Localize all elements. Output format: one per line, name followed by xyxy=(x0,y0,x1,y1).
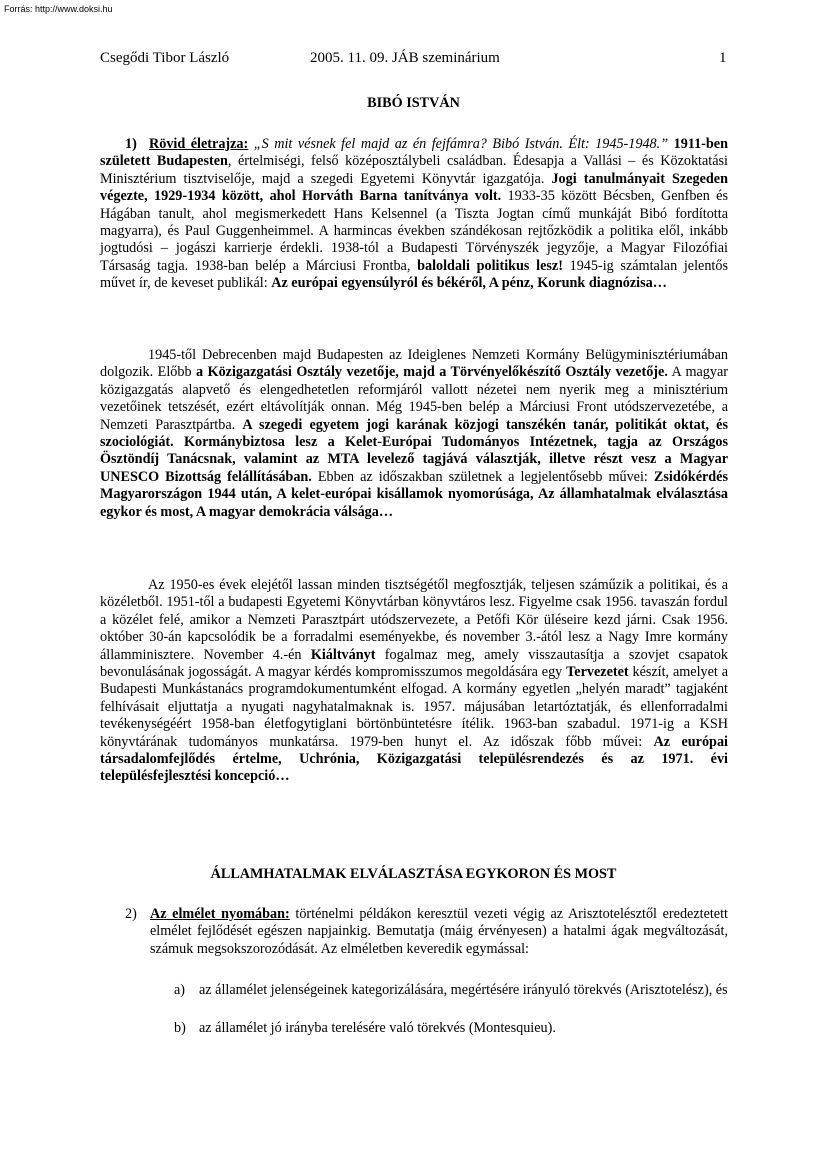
list-item-a xyxy=(174,982,728,999)
text-run: Jogi tanulmányait Szegeden végezte, 1929-1934 között, ahol Horváth Barna tanítványa volt. xyxy=(100,170,728,205)
section-1-p2-runs xyxy=(100,347,728,520)
text-run: Az európai egyensúlyról és békéről, A pénz, Korunk diagnózisa… xyxy=(271,275,667,292)
header-event: 2005. 11. 09. JÁB szeminárium xyxy=(310,50,500,66)
text-run: Az európai társadalomfejlődés értelme, Uchrónia, Közigazgatási településrendezés és az 1971. évi településfejlesztési koncepció… xyxy=(100,733,728,785)
header-page-number: 1 xyxy=(719,50,727,66)
text-run: Az 1950-es évek elejétől lassan minden tisztségétől megfosztják, teljesen száműzik a politikai, és a közéletből. 1951-től a budapesti Egyetemi Könyvtárban könyvtáros lesz. Figyelme csak 1956. tavaszán fordul a közélet felé, amikor a Nemzeti Parasztpárt utódszervezete, a Petőfi Kör üléseire kezd járni. Csak 1956. október 30-án kapcsolódik be a forradalmi eseményekbe, és november 3.-ától lesz a Nagy Imre kormány államminisztere. November 4.-én xyxy=(100,577,728,663)
list-item-a-label: a) xyxy=(174,982,186,998)
list-item-b-text: az államélet jó irányba terelésére való törekvés (Montesquieu). xyxy=(199,1020,556,1036)
section-2-text: történelmi példákon keresztül vezeti végig az Arisztotelésztől eredeztetett elmélet fejlődését egészen napjainkig. Bemutatja (máig érvényesen) a hatalmi ágak megváltozását, számuk megsokszorozódását. Az elméletben keveredik egymással: xyxy=(150,906,728,957)
text-run: készít, amelyet a Budapesti Munkástanács programdokumentumként elfogad. A kormány egyetlen „helyén maradt” tagjaként felhívásait eljuttatja a nyugati nagyhatalmaknak is. 1957. májusában letartóztatják, és ellenforradalmi tevékenységéért 1958-ban életfogytiglani börtönbüntetésre ítélik. 1963-ban szabadul. 1971-ig a KSH könyvtárának tudományos munkatársa. 1979-ben hunyt el. Az időszak főbb művei: xyxy=(100,664,728,750)
section-1-paragraph-1 xyxy=(100,136,728,293)
section-2-heading: Az elmélet nyomában: xyxy=(150,906,290,922)
section-2-number: 2) xyxy=(125,906,137,922)
section-1-p1-runs xyxy=(100,136,728,291)
list-item-b-label: b) xyxy=(174,1020,186,1036)
text-run: A magyar közigazgatás alapvető és elengedhetetlen reformjáról vallott nézetei nem nyerik meg a minisztérium vezetőinek tetszését, ezért eltávolítják onnan. Még 1945-ben belép a Márciusi Front utódszervezetébe, a Nemzeti Parasztpártba. xyxy=(100,364,728,433)
text-run: baloldali politikus lesz! xyxy=(417,257,563,274)
section-1-quote: „S mit vésnek fel majd az én fejfámra? Bibó István. Élt: 1945-1948.” xyxy=(253,136,669,152)
text-run: a Közigazgatási Osztály vezetője, majd a Törvényelőkészítő Osztály vezetője. xyxy=(196,364,668,381)
section-1-number: 1) xyxy=(125,136,137,152)
text-run: fogalmaz meg, amely visszautasítja a szovjet csapatok bevonulásának jogosságát. A magyar kérdés kompromisszumos megoldására egy xyxy=(100,646,729,681)
text-run: A szegedi egyetem jogi karának közjogi tanszékén tanár, politikát oktat, és szociológiát. Kormánybiztosa lesz a Kelet-Európai Tudományos Intézetnek, tagja az Országos Ösztöndíj Tanácsnak, valamint az MTA levelező tagjává választják, illetve részt vesz a Magyar UNESCO Bizottság felállításában. xyxy=(100,416,728,485)
text-run: 1911-ben született Budapesten xyxy=(100,136,728,170)
text-run: 1933-35 között Bécsben, Genfben és Hágában tanult, ahol megismerkedett Hans Kelsennel (a Tiszta Jogtan című munkáját Bibó fordította magyarra), és Paul Guggenheimmel. A harmincas években szándékosan rejtőzködik a politika elől, inkább jogtudósi – jogászi karrierje érdekli. 1938-tól a Budapesti Törvényszék jegyzője, a Magyar Filozófiai Társaság tagja. 1938-ban belép a Márciusi Frontba, xyxy=(100,188,728,274)
text-run: 1945-ig számtalan jelentős művet ír, de keveset publikál: xyxy=(100,257,728,292)
header-author: Csegődi Tibor László xyxy=(100,50,230,66)
text-run: Tervezetet xyxy=(566,664,629,681)
text-run: Kiáltványt xyxy=(310,646,376,663)
text-run: , értelmiségi, felső középosztálybeli családban. Édesapja a Vallási – és Közoktatási Minisztérium tisztviselője, majd a szegedi Egyetemi Könyvtár igazgatója. xyxy=(100,153,728,187)
list-item-b xyxy=(174,1020,728,1037)
section-2-title: ÁLLAMHATALMAK ELVÁLASZTÁSA EGYKORON ÉS MOST xyxy=(210,866,617,882)
section-1-paragraph-3 xyxy=(100,577,728,786)
text-run: Ebben az időszakban születnek a legjelentősebb művei: xyxy=(311,468,654,485)
section-1-heading: Rövid életrajza: xyxy=(149,136,249,152)
section-2-paragraph xyxy=(100,906,728,958)
list-item-a-text: az államélet jelenségeinek kategorizálására, megértésére irányuló törekvés (Arisztotelész), és xyxy=(199,982,728,998)
section-1-p3-runs xyxy=(100,577,728,784)
text-run: 1945-től Debrecenben majd Budapesten az Ideiglenes Nemzeti Kormány Belügyminisztériumában dolgozik. Előbb xyxy=(100,347,728,381)
section-1-paragraph-2 xyxy=(100,347,728,521)
document-title: BIBÓ ISTVÁN xyxy=(367,95,460,111)
text-run: Zsidókérdés Magyarországon 1944 után, A kelet-európai kisállamok nyomorúsága, Az államhatalmak elválasztása egykor és most, A magyar demokrácia válsága… xyxy=(100,468,728,520)
source-note: Forrás: http://www.doksi.hu xyxy=(4,4,113,14)
